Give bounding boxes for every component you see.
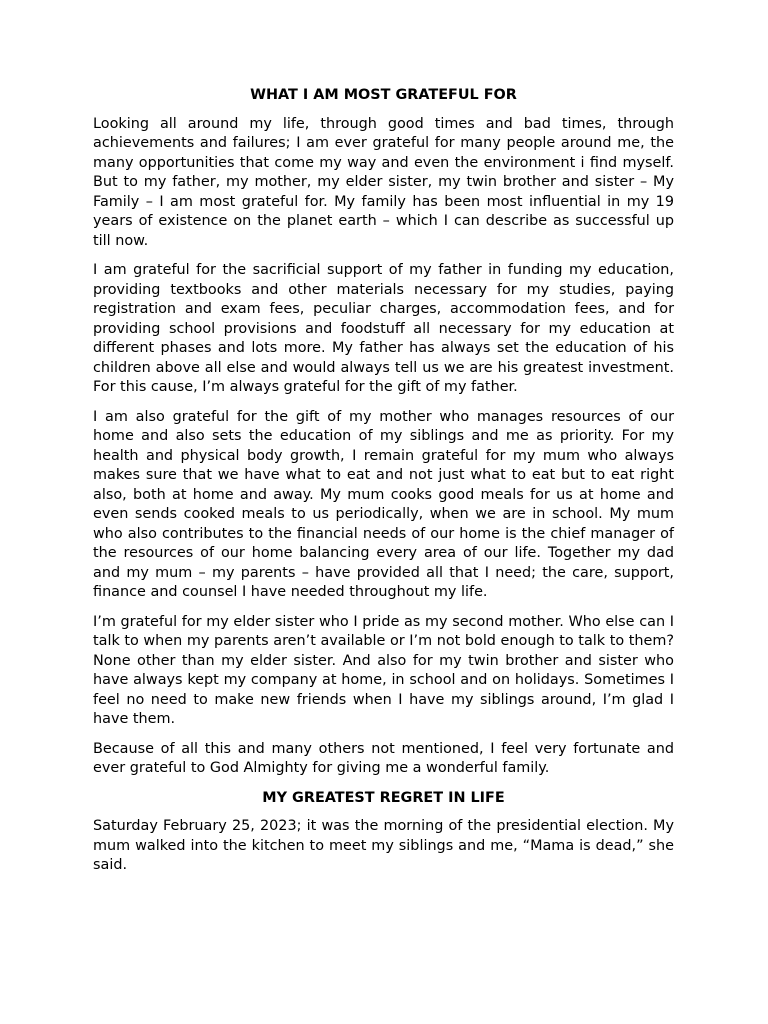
paragraph-conclusion: Because of all this and many others not mentioned, I feel very fortunate and ever grateful to God Almighty for giving me a wonderful family. (93, 740, 674, 776)
paragraph-siblings: I’m grateful for my elder sister who I pride as my second mother. Who else can I talk to when my parents aren’t available or I’m not bold enough to talk to them? None other than my elder sister. And also for my twin brother and sister who have always kept my company at home, in school and on holidays. Sometimes I feel no need to make new friends when I have my siblings around, I’m glad I have them. (93, 613, 674, 727)
paragraph-regret: Saturday February 25, 2023; it was the morning of the presidential election. My mum walked into the kitchen to meet my siblings and me, “Mama is dead,” she said. (93, 818, 674, 873)
section-heading: MY GREATEST REGRET IN LIFE (262, 789, 505, 806)
paragraph-mother: I am also grateful for the gift of my mother who manages resources of our home and also sets the education of my siblings and me as priority. For my health and physical body growth, I remain grateful for my mum who always makes sure that we have what to eat and not just what to eat but to eat right also, both at home and away. My mum cooks good meals for us at home and even sends cooked meals to us periodically, when we are in school. My mum who also contributes to the financial needs of our home is the chief manager of the resources of our home balancing every area of our life. Together my dad and my mum – my parents – have provided all that I need; the care, support, finance and counsel I have needed throughout my life. (93, 408, 674, 600)
page-title: WHAT I AM MOST GRATEFUL FOR (250, 87, 517, 103)
paragraph-father: I am grateful for the sacrificial support of my father in funding my education, providing textbooks and other materials necessary for my studies, paying registration and exam fees, peculiar charges, accommodation fees, and for providing school provisions and foodstuff all necessary for my education at different phases and lots more. My father has always set the education of his children above all else and would always tell us we are his greatest investment. For this cause, I’m always grateful for the gift of my father. (93, 262, 674, 395)
document-page (93, 86, 674, 886)
paragraph-intro: Looking all around my life, through good times and bad times, through achievements and failures; I am ever grateful for many people around me, the many opportunities that come my way and even the environment i find myself. But to my father, my mother, my elder sister, my twin brother and sister – My Family – I am most grateful for. My family has been most influential in my 19 years of existence on the planet earth – which I can describe as successful up till now. (93, 115, 674, 249)
